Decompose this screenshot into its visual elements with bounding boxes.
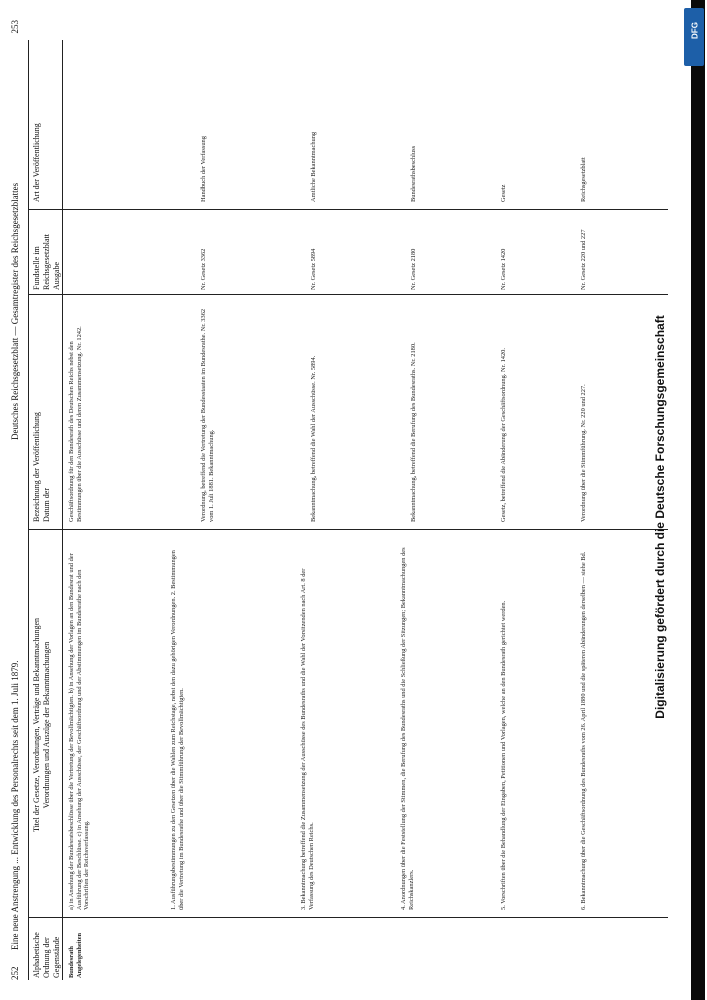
kind-5: Reichsgesetzblatt (580, 157, 587, 202)
kind-4: Gesetz (500, 184, 507, 202)
kind-3: Bundesrathsbeschluss (410, 145, 417, 202)
header-rule (62, 40, 63, 980)
column-header-subjects: Alphabetische Ordnung der Gegenstände (32, 932, 61, 978)
entry-block-6: 6. Bekanntmachung über die Geschäftsordnung des Bundesraths vom 26. April 1880 und die späteren Abänderungen derselben — siehe Bd. (580, 551, 587, 910)
designation-2: Verordnung, betreffend die Vertretung der Bundesstaaten im Bundesrathe. Nr. 3362 vom 1. Juli 1881. Bekanntmachung. (200, 308, 215, 522)
column-header-designation: Bezeichnung der Veröffentlichung Datum der (32, 412, 51, 522)
page-header (10, 20, 26, 980)
entry-block-3: 3. Bekanntmachung betreffend die Zusammensetzung der Ausschüsse des Bundesraths und die Wahl der Vorsitzenden nach Art. 8 der Verfassung des Deutschen Reichs. (300, 568, 315, 910)
entry-block-2: 1. Ausführungsbestimmungen zu den Gesetzen über die Wahlen zum Reichstage, nebst den dazu gehörigen Verordnungen. 2. Bestimmungen über die Vertretung im Bundesrathe und über die Stimmführung der Bevollmächtigten. (170, 550, 185, 910)
dfg-credit-text: Digitalisierung gefördert durch die Deutsche Forschungsgemeinschaft (653, 315, 667, 719)
page-number-right: 253 (10, 20, 20, 34)
designation-6: Verordnung über die Stimmführung. Nr. 220 und 227. (580, 384, 587, 522)
dfg-logo (684, 8, 704, 66)
kind-2: Amtliche Bekanntmachung (310, 131, 317, 202)
location-3: Nr. Gesetz 2180 (410, 248, 417, 290)
column-divider-3 (28, 294, 668, 295)
column-divider-4 (28, 209, 668, 210)
column-header-titles: Titel der Gesetze, Verordnungen, Verträge und Bekanntmachungen Verordnungen und Auszüge der Bekanntmachungen (32, 618, 51, 833)
dfg-credit (640, 80, 680, 980)
row-label: Bundesrath Angelegenheiten (68, 932, 83, 978)
dfg-logo-text: DFG (690, 22, 700, 39)
entry-block-5: 5. Vorschriften über die Behandlung der Eingaben, Petitionen und Vorlagen, welche an den Bundesrath gerichtet werden. (500, 600, 507, 910)
location-4: Nr. Gesetz 1420 (500, 248, 507, 290)
header-title-left: Eine neue Anstrengung ... Entwicklung des Personalrechts seit dem 1. Juli 1879. (10, 660, 20, 950)
designation-4: Bekanntmachung, betreffend die Berufung des Bundesraths. Nr. 2180. (410, 342, 417, 522)
entry-block-4: 4. Anordnungen über die Feststellung der Stimmen, die Berufung des Bundesraths und die Schließung der Sitzungen; Bekanntmachungen des Reichskanzlers. (400, 547, 415, 910)
entry-block-1: a) in Ansehung der Bundesratsbeschlüsse über die Vertretung der Bevollmächtigten. b) in Ansehung der Vorlagen an den Bundesrat und der Ausführung der Beschlüsse. c) in Ansehung der Ausschüsse, der Geschäftsordnung und der Abstimmungen im Bundesrathe nach den Vorschriften der Reichsverfassung. (68, 553, 91, 910)
top-rule (28, 40, 29, 980)
location-2: Nr. Gesetz 5894 (310, 248, 317, 290)
designation-1: Geschäftsordnung für den Bundesrath des Deutschen Reichs nebst den Bestimmungen über die Ausschüsse und deren Zusammensetzung. Nr. 1242. (68, 326, 83, 522)
column-header-kind: Art der Veröffentlichung (32, 123, 41, 202)
column-divider-2 (28, 529, 668, 530)
column-header-location: Fundstelle im Reichsgesetzblatt Ausgabe (32, 234, 61, 290)
kind-1: Handbuch der Verfassung (200, 136, 207, 202)
location-1: Nr. Gesetz 3362 (200, 248, 207, 290)
location-5: Nr. Gesetz 220 und 227 (580, 229, 587, 290)
scan-edge-bar (691, 0, 705, 1000)
column-divider-1 (28, 917, 668, 918)
designation-5: Gesetz, betreffend die Abänderung der Geschäftsordnung. Nr. 1420. (500, 348, 507, 522)
header-title-right: Deutsches Reichsgesetzblatt — Gesamtregister des Reichsgesetzblattes (10, 182, 20, 440)
designation-3: Bekanntmachung, betreffend die Wahl der Ausschüsse. Nr. 5894. (310, 355, 317, 522)
page-number-left: 252 (10, 966, 20, 980)
